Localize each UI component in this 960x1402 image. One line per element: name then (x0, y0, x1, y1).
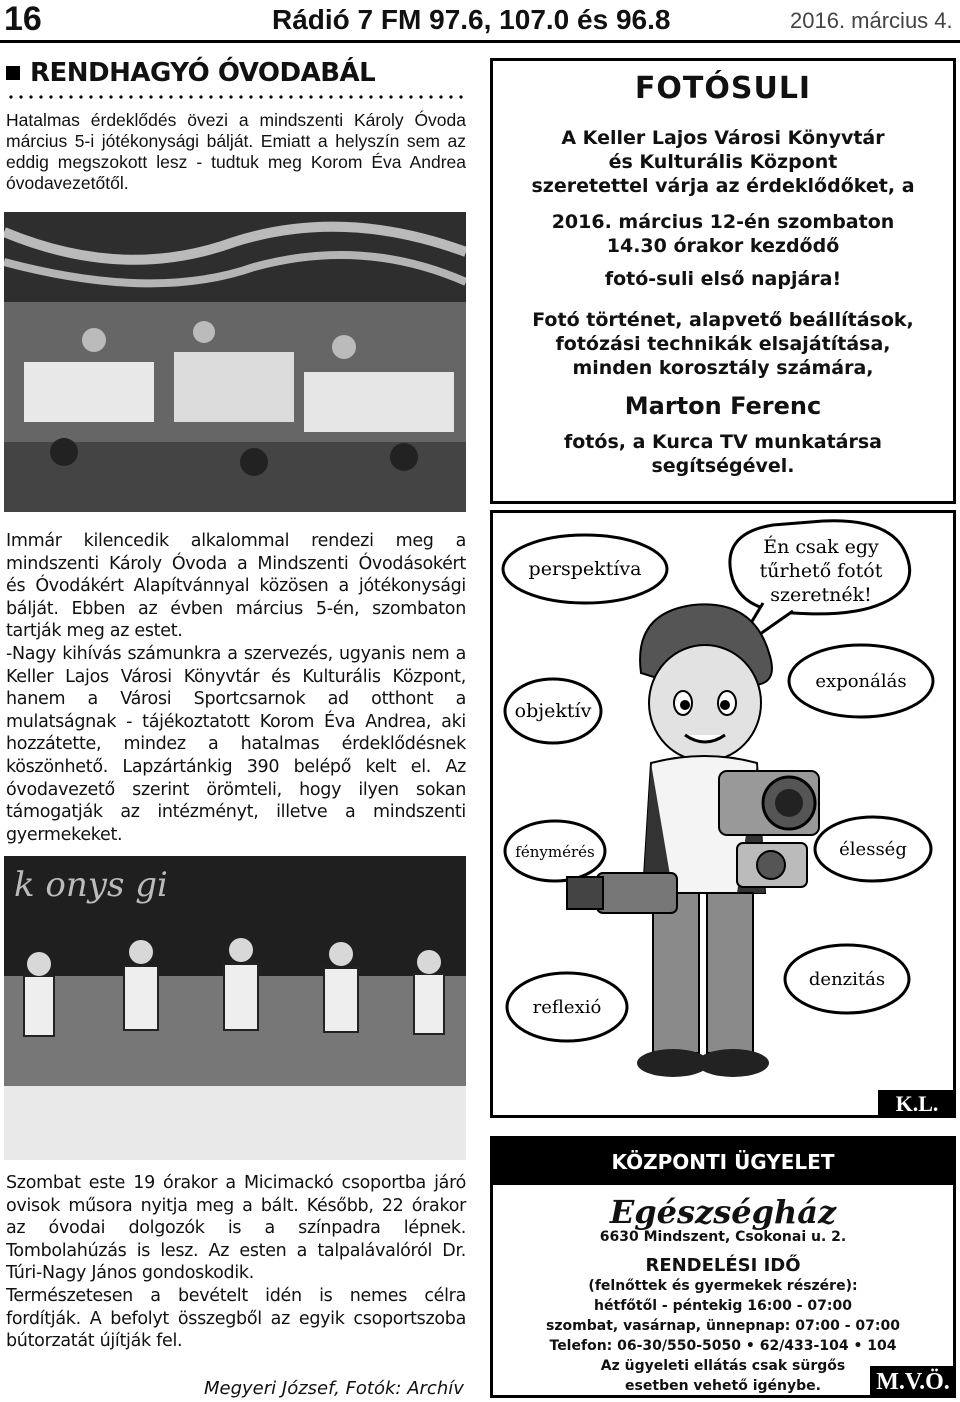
on-call-header: KÖZPONTI ÜGYELET (493, 1139, 953, 1185)
bubble-objektiv: objektív (514, 700, 592, 722)
fotosuli-date: 2016. március 12-én szombaton (551, 211, 895, 233)
fotosuli-title: FOTÓSULI (634, 71, 812, 106)
bubble-denzitas: denzitás (808, 969, 886, 990)
on-call-box (490, 1136, 956, 1398)
kids-dance-photo (4, 856, 466, 1160)
notice-line: esetben vehető igénybe. (625, 1378, 821, 1394)
article-title (6, 58, 375, 88)
fotosuli-instructor: Marton Ferenc (624, 392, 822, 420)
bubble-elesseg: élesség (839, 839, 907, 860)
fotosuli-topic: minden korosztály számára, (572, 357, 874, 379)
page-number: 16 (4, 0, 42, 38)
bubble-text: tűrhető fotót (759, 560, 883, 582)
article-paragraph: Természetesen a bevételt idén is nemes célra fordítják. A befolyt összegből az egyik csoportszoba bútorzatát újítják fel. (6, 1285, 466, 1352)
article-paragraph: Szombat este 19 órakor a Micimackó csoportba járó ovisok műsora nyitja meg a bált. Később, 22 órakor az óvodai dolgozók is a színpadra lépnek. Tombolahúzás is lesz. Az esten a talpalávalóról Dr. Túri-Nagy János gondoskodik. (6, 1173, 466, 1284)
fotosuli-role: fotós, a Kurca TV munkatársa (563, 431, 882, 453)
ad-credit: M.V.Ö. (870, 1366, 956, 1398)
camera-icon (719, 771, 819, 835)
header-rule (0, 40, 960, 43)
fotosuli-time: 14.30 órakor kezdődő (606, 235, 840, 257)
dotted-divider (6, 94, 466, 100)
ball-photo (4, 212, 466, 512)
fotosuli-role: segítségével. (651, 455, 795, 477)
stage-banner-text: k onys gi (14, 865, 168, 905)
kids-dance-illustration (4, 856, 466, 1160)
ball-photo-illustration (4, 212, 466, 512)
fotosuli-line: szeretettel várja az érdeklődőket, a (531, 175, 915, 197)
health-center-address: 6630 Mindszent, Csokonai u. 2. (599, 1229, 847, 1245)
fotosuli-line: A Keller Lajos Városi Könyvtár (561, 127, 885, 149)
bubble-text: Én csak egy (763, 536, 879, 558)
camera-icon (737, 843, 807, 887)
bubble-fenymeres: fénymérés (515, 843, 595, 861)
telephoto-camera-icon (567, 873, 677, 913)
article-paragraph: Immár kilencedik alkalommal rendezi meg a mindszenti Károly Óvoda a Mindszenti Óvodásokért és Óvodákért Alapítvánnyal közösen a jótékonysági bálját. Ebben az évben március 5-én, szombaton tartják meg az estet. (6, 531, 466, 642)
article-paragraph: -Nagy kihívás számunkra a szervezés, ugyanis nem a Keller Lajos Városi Könyvtár és Kulturális Központ, hanem a Városi Sportcsarnok ad otthont a mulatságnak - tájékoztatott Korom Éva Andrea, aki hozzátette, mindez a hatalmas érdeklődésnek köszönhető. Lapzártánkig 390 belépő kelt el. Az óvodavezető szerint örömteli, hogy ilyen sokan támogatják az intézményt, illetve a mindszenti gyermekeket. (6, 643, 466, 845)
cartoon-illustration (493, 513, 953, 1115)
bubble-text: szeretnék! (770, 584, 872, 606)
opening-hours-line: (felnőttek és gyermekek részére): (588, 1278, 858, 1294)
radio-banner: Rádió 7 FM 97.6, 107.0 és 96.8 (272, 4, 671, 35)
phone-line: Telefon: 06-30/550-5050 • 62/433-104 • 104 (549, 1338, 897, 1354)
bubble-perspektiva: perspektíva (528, 558, 642, 580)
opening-hours-line: hétfőtől - péntekig 16:00 - 07:00 (594, 1298, 852, 1314)
notice-line: Az ügyeleti ellátás csak sürgős (600, 1358, 846, 1374)
bubble-exponalas: exponálás (815, 671, 907, 692)
opening-hours-line: szombat, vasárnap, ünnepnap: 07:00 - 07:00 (546, 1318, 900, 1334)
bubble-reflexio: reflexió (532, 997, 602, 1018)
fotosuli-first-day: fotó-suli első napjára! (604, 268, 842, 290)
square-bullet-icon (6, 66, 20, 80)
issue-date: 2016. március 4. (790, 8, 953, 33)
article-body-1 (6, 530, 466, 846)
photographer-cartoon (490, 510, 956, 1118)
fotosuli-ad (490, 58, 956, 504)
health-center-name: Egészségház (609, 1193, 837, 1231)
article-body-2 (6, 1172, 466, 1353)
opening-hours-title: RENDELÉSI IDŐ (645, 1255, 801, 1276)
fotosuli-line: és Kulturális Központ (608, 151, 838, 173)
article-lead: Hatalmas érdeklődés övezi a mindszenti Károly Óvoda március 5-i jótékonysági bálját. Emiatt a helyszín sem az eddig megszokott lesz - tudtuk meg Korom Éva Andrea óvodavezetőtől. (6, 110, 466, 193)
fotosuli-topic: fotózási technikák elsajátítása, (555, 333, 891, 355)
cartoon-credit: K.L. (878, 1090, 956, 1118)
article-title-text: RENDHAGYÓ ÓVODABÁL (30, 58, 376, 88)
fotosuli-topic: Fotó történet, alapvető beállítások, (532, 309, 914, 331)
byline: Megyeri József, Fotók: Archív (204, 1378, 464, 1399)
